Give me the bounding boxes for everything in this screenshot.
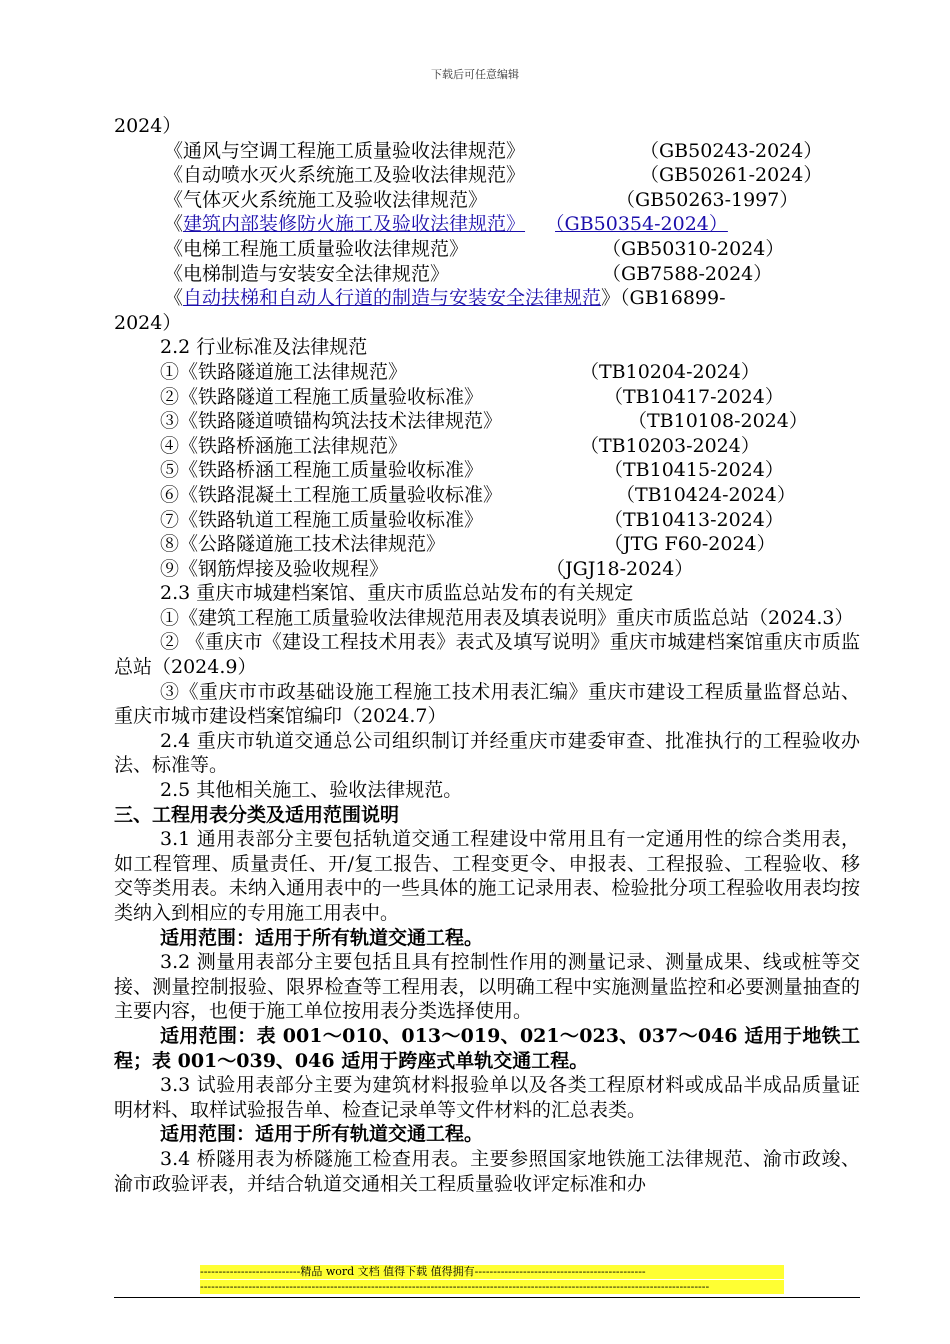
paragraph: 3.1 通用表部分主要包括轨道交通工程建设中常用且有一定通用性的综合类用表，如工程管理、质量责任、开/复工报告、工程变更令、申报表、工程报验、工程验收、移交等类用表。未纳入通用表中的一些具体的施工记录用表、检验批分项工程验收用表均按类纳入到相应的专用施工用表中。 bbox=[114, 828, 860, 924]
standard-name: ⑤《铁路桥涵工程施工质量验收标准》 bbox=[160, 459, 484, 482]
standard-name: ⑧《公路隧道施工技术法律规范》 bbox=[160, 533, 446, 556]
standard-name: 《电梯制造与安装安全法律规范》 bbox=[164, 262, 450, 285]
standard-name: 《电梯工程施工质量验收法律规范》 bbox=[164, 237, 469, 260]
standard-name: ④《铁路桥涵施工法律规范》 bbox=[160, 434, 408, 457]
paragraph: 3.4 桥隧用表为桥隧施工检查用表。主要参照国家地铁施工法律规范、渝市政竣、渝市政验评表，并结合轨道交通相关工程质量验收评定标准和办 bbox=[114, 1147, 860, 1195]
paragraph: 2.5 其他相关施工、验收法律规范。 bbox=[160, 779, 463, 802]
standard-name: ③《铁路隧道喷锚构筑法技术法律规范》 bbox=[160, 410, 503, 433]
standard-line bbox=[114, 237, 860, 262]
scope-note: 适用范围：适用于所有轨道交通工程。 bbox=[160, 926, 484, 949]
standard-code: （GB50310-2024） bbox=[602, 237, 785, 260]
scope-note: 适用范围：表 001～010、013～019、021～023、037～046 适用于地铁工程；表 001～039、046 适用于跨座式单轨交通工程。 bbox=[114, 1024, 860, 1072]
standard-code: （TB10417-2024） bbox=[604, 385, 784, 408]
section-heading: 2.3 重庆市城建档案馆、重庆市质监总站发布的有关规定 bbox=[160, 582, 634, 605]
standard-name: ②《铁路隧道工程施工质量验收标准》 bbox=[160, 385, 484, 408]
standard-code: （GB50261-2024） bbox=[640, 164, 823, 187]
standard-name-open: 《 bbox=[164, 287, 184, 310]
standard-code: 》（GB16899- bbox=[601, 287, 726, 310]
standard-code: （TB10415-2024） bbox=[604, 459, 784, 482]
standard-line bbox=[114, 188, 860, 213]
standard-name: 《自动喷水灭火系统施工及验收法律规范》 bbox=[164, 164, 526, 187]
paragraph: ③《重庆市市政基础设施工程施工技术用表汇编》重庆市建设工程质量监督总站、重庆市城市建设档案馆编印（2024.7） bbox=[114, 680, 860, 728]
scope-note: 适用范围：适用于所有轨道交通工程。 bbox=[160, 1123, 484, 1146]
paragraph: 3.2 测量用表部分主要包括且具有控制性作用的测量记录、测量成果、线或桩等交接、测量控制报验、限界检查等工程用表，以明确工程中实施测量监控和必要测量抽查的主要内容，也便于施工单位按用表分类选择使用。 bbox=[114, 951, 860, 1023]
standard-name: ⑥《铁路混凝土工程施工质量验收标准》 bbox=[160, 483, 503, 506]
paragraph: ①《建筑工程施工质量验收法律规范用表及填表说明》重庆市质监总站（2024.3） bbox=[160, 606, 854, 629]
standard-name: 《通风与空调工程施工质量验收法律规范》 bbox=[164, 139, 526, 162]
standard-code: （GB50263-1997） bbox=[616, 188, 799, 211]
industry-standard bbox=[114, 409, 860, 434]
document-body bbox=[114, 114, 860, 1196]
standard-name: ①《铁路隧道施工法律规范》 bbox=[160, 360, 408, 383]
standard-link[interactable]: 自动扶梯和自动人行道的制造与安装安全法律规范 bbox=[183, 287, 602, 310]
paragraph: 2.4 重庆市轨道交通总公司组织制订并经重庆市建委审查、批准执行的工程验收办法、标准等。 bbox=[114, 729, 860, 777]
standard-code: （GB7588-2024） bbox=[602, 262, 773, 285]
chapter-heading: 三、工程用表分类及适用范围说明 bbox=[114, 803, 400, 826]
industry-standard bbox=[114, 508, 860, 533]
standard-line bbox=[114, 262, 860, 287]
industry-standard bbox=[114, 532, 860, 557]
standard-line bbox=[114, 163, 860, 188]
standard-code: （TB10203-2024） bbox=[580, 434, 760, 457]
standard-line-link[interactable] bbox=[114, 212, 860, 237]
standard-name-open: 《 bbox=[164, 213, 184, 236]
industry-standard bbox=[114, 434, 860, 459]
footer-dashes: ----------------------------------------------------------------------------------------------------------------------------------------- bbox=[200, 1280, 784, 1294]
paragraph: 3.3 试验用表部分主要为建筑材料报验单以及各类工程原材料或成品半成品质量证明材料、取样试验报告单、检查记录单等文件材料的汇总表类。 bbox=[114, 1074, 860, 1121]
industry-standard bbox=[114, 557, 860, 582]
paragraph: ② 《重庆市《建设工程技术用表》表式及填写说明》重庆市城建档案馆重庆市质监总站（2024.9） bbox=[114, 631, 860, 679]
standard-code: （JTG F60-2024） bbox=[604, 533, 776, 556]
standard-code: （GB50243-2024） bbox=[640, 139, 823, 162]
standard-code-link[interactable]: （GB50354-2024） bbox=[555, 213, 728, 236]
standard-code: （JGJ18-2024） bbox=[546, 557, 694, 580]
standard-code: （TB10204-2024） bbox=[580, 360, 760, 383]
standard-code: （TB10424-2024） bbox=[616, 483, 796, 506]
footer-rule bbox=[114, 1297, 860, 1298]
standard-code: （TB10108-2024） bbox=[628, 410, 808, 433]
footer-banner: ---------------------------精品 word 文档 值得下载 值得拥有---------------------------------------------- bbox=[200, 1265, 784, 1279]
section-heading: 2.2 行业标准及法律规范 bbox=[160, 336, 368, 359]
page-header: 下载后可任意编辑 bbox=[431, 68, 519, 81]
standard-link[interactable]: 建筑内部装修防火施工及验收法律规范》 bbox=[183, 213, 526, 236]
industry-standard bbox=[114, 360, 860, 385]
standard-name: ⑨《钢筋焊接及验收规程》 bbox=[160, 557, 389, 580]
text-line: 2024） bbox=[114, 311, 182, 334]
standard-line bbox=[114, 139, 860, 164]
standard-name: ⑦《铁路轨道工程施工质量验收标准》 bbox=[160, 508, 484, 531]
industry-standard bbox=[114, 385, 860, 410]
standard-code: （TB10413-2024） bbox=[604, 508, 784, 531]
standard-line-link[interactable] bbox=[114, 286, 860, 311]
industry-standard bbox=[114, 483, 860, 508]
text-line: 2024） bbox=[114, 115, 182, 137]
standard-name: 《气体灭火系统施工及验收法律规范》 bbox=[164, 188, 488, 211]
industry-standard bbox=[114, 458, 860, 483]
